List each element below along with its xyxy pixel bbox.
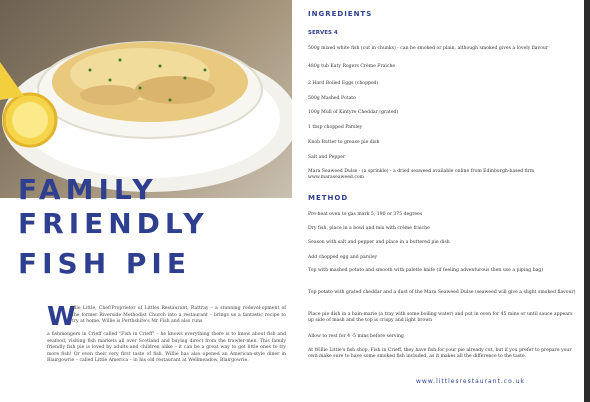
- ingredient-item: 1 tbsp chopped Parsley: [308, 125, 363, 130]
- method-step: Top potato with grated cheddar and a dust of the Mara Seaweed Dulse (seaweed will give a slight smoked flavour): [308, 290, 576, 295]
- method-step: Season with salt and pepper and place in a buttered pie dish: [308, 240, 450, 245]
- method-step: At Willie Little's fish shop, Fish in Crieff, they have fish for your pie already cut, but if you prefer to prepare your own make sure to have some smoked fish included, as it makes all the difference to the taste.: [308, 348, 572, 360]
- ingredient-item: 500g mixed white fish (cut in chunks) - can be smoked or plain, although smoked gives a lovely flavour: [308, 46, 549, 51]
- method-step: Place pie dish in a bain-marie (a tray with some boiling water) and put in oven for 45 mins or until sauce appears up side of mash and the top is crispy and light brown: [308, 312, 573, 324]
- ingredient-item: 500g Mashed Potato: [308, 96, 356, 101]
- ingredient-item: 2 Hard Boiled Eggs (chopped): [308, 81, 379, 86]
- ingredient-item: Salt and Pepper: [308, 155, 346, 160]
- ingredient-item: Mara Seaweed Dulse - (a sprinkle) - a dried seaweed available online from Edinburgh-based firm www.maraseaweed.com: [308, 169, 535, 181]
- ingredient-item: 100g Mull of Kintyre Cheddar (grated): [308, 110, 399, 115]
- fish-pie-photo: [0, 0, 292, 198]
- method-step: Pre-heat oven to gas mark 5, 190 or 375 degrees: [308, 212, 423, 217]
- intro-dropcap: W: [47, 302, 76, 332]
- method-step: Allow to rest for 4 -5 mins before serving: [308, 334, 404, 339]
- page-edge: [584, 0, 590, 402]
- method-heading: METHOD: [308, 194, 349, 202]
- ingredients-heading: INGREDIENTS: [308, 10, 373, 18]
- intro-text-bottom: a fishmongers in Crieff called "Fish in Crieff" – he knows everything there is to know about fish and seafood, visiting fish markets all over Scotland and buying direct from the trawler-men. This family friendly fish pie is loved by adults and children alike – it can be a great way to get little ones to try more fish! Or even their very first taste of fish. Willie has also opened an American-style diner in Blairgowrie – called Little America – in his old restaurant at Wellmeadow, Blairgowrie.: [47, 332, 286, 364]
- ingredient-item: Knob Butter to grease pie dish: [308, 140, 380, 145]
- method-step: Add chopped egg and parsley: [308, 255, 378, 260]
- website-link[interactable]: www.littlesrestaurant.co.uk: [416, 378, 525, 385]
- title-line-3: FISH PIE: [18, 247, 191, 280]
- intro-text-top: illie Little, Chef/Proprietor of Littles Restaurant, Rattray – a stunning redevel-opment of the former Riverside Methodist Church into a restaurant – brings us a fantastic recipe to try at home. Willie is Perthshire's Mr Fish and also runs: [72, 306, 286, 325]
- serves-label: SERVES 4: [308, 30, 338, 36]
- title-line-1: FAMILY: [18, 173, 158, 206]
- photo-illustration: [0, 0, 292, 198]
- ingredient-item: 480g tub Katy Rogers Crème Fraiche: [308, 64, 396, 69]
- method-step: Dry fish, place in a bowl and mix with crème fraiche: [308, 226, 430, 231]
- title-line-2: FRIENDLY: [18, 207, 209, 240]
- method-step: Top with mashed potato and smooth with palette knife (if feeling adventurous then use a piping bag): [308, 268, 544, 273]
